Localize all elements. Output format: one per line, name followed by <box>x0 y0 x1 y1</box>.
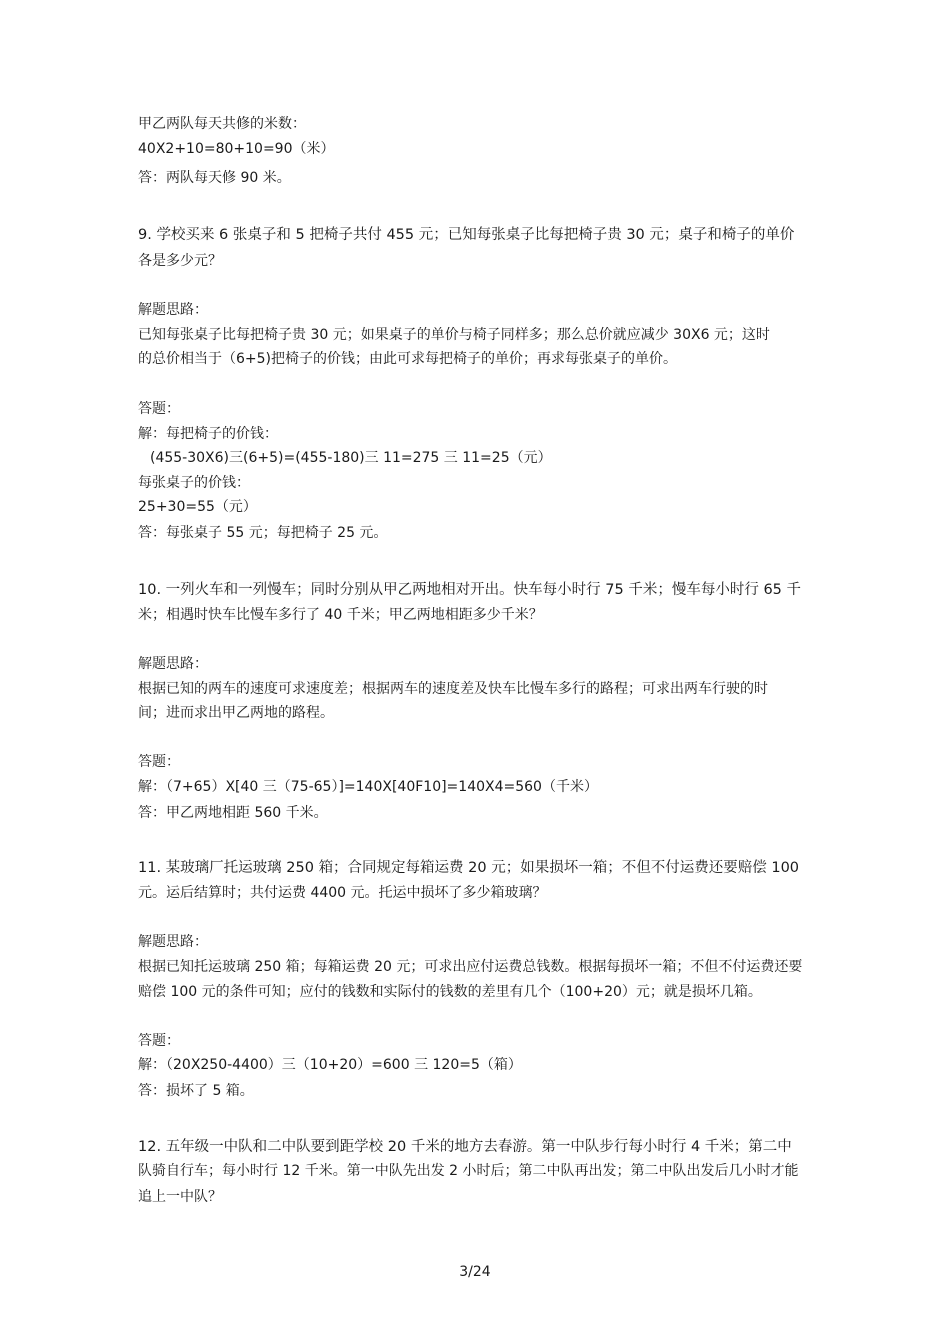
q9-approach-line1: 已知每张桌子比每把椅子贵 30 元；如果桌子的单价与椅子同样多；那么总价就应减少 30X6 元；这时 <box>138 327 770 343</box>
q10-approach-line1: 根据已知的两车的速度可求速度差；根据两车的速度差及快车比慢车多行的路程；可求出两车行驶的时 <box>138 681 768 697</box>
q10-approach-line2: 间；进而求出甲乙两地的路程。 <box>138 705 334 721</box>
q9-text-line2: 各是多少元？ <box>138 253 222 269</box>
q9-solution-line4: 25+30=55（元） <box>138 499 257 515</box>
q11-text-line2: 元。运后结算时；共付运费 4400 元。托运中损坏了多少箱玻璃？ <box>138 885 547 901</box>
q9-solution-line2: (455-30X6)三(6+5)=(455-180)三 11=275 三 11=25（元） <box>150 450 552 466</box>
q11-answer-label: 答题： <box>138 1033 180 1049</box>
q11-approach-line2: 赔偿 100 元的条件可知；应付的钱数和实际付的钱数的差里有几个（100+20）元；就是损坏几箱。 <box>138 984 762 1000</box>
q11-solution-line1: 解：（20X250-4400）三（10+20）=600 三 120=5（箱） <box>138 1057 522 1073</box>
q11-text-line1: 11. 某玻璃厂托运玻璃 250 箱；合同规定每箱运费 20 元；如果损坏一箱；不但不付运费还要赔偿 100 <box>138 860 800 876</box>
q12-text-line3: 追上一中队？ <box>138 1189 222 1205</box>
intro-calc: 40X2+10=80+10=90（米） <box>138 141 335 157</box>
intro-answer: 答：两队每天修 90 米。 <box>138 170 291 186</box>
q9-solution-line3: 每张桌子的价钱： <box>138 475 250 491</box>
q9-text-line1: 9. 学校买来 6 张桌子和 5 把椅子共付 455 元；已知每张桌子比每把椅子贵 30 元；桌子和椅子的单价 <box>138 227 795 243</box>
q10-solution-line1: 解：（7+65）X[40 三（75-65）]=140X[40F10]=140X4=560（千米） <box>138 779 598 795</box>
q9-solution-line1: 解：每把椅子的价钱： <box>138 426 278 442</box>
q10-text-line2: 米；相遇时快车比慢车多行了 40 千米；甲乙两地相距多少千米？ <box>138 607 543 623</box>
q10-answer-label: 答题： <box>138 754 180 770</box>
q9-approach-line2: 的总价相当于（6+5)把椅子的价钱；由此可求每把椅子的单价；再求每张桌子的单价。 <box>138 351 678 367</box>
q12-text-line1: 12. 五年级一中队和二中队要到距学校 20 千米的地方去春游。第一中队步行每小时行 4 千米；第二中 <box>138 1139 792 1155</box>
q9-answer-label: 答题： <box>138 401 180 417</box>
q11-final-answer: 答：损坏了 5 箱。 <box>138 1083 254 1099</box>
q10-approach-label: 解题思路： <box>138 656 208 672</box>
intro-heading: 甲乙两队每天共修的米数： <box>138 116 306 132</box>
q10-final-answer: 答：甲乙两地相距 560 千米。 <box>138 805 328 821</box>
q12-text-line2: 队骑自行车；每小时行 12 千米。第一中队先出发 2 小时后；第二中队再出发；第二中队出发后几小时才能 <box>138 1163 799 1179</box>
q9-final-answer: 答：每张桌子 55 元；每把椅子 25 元。 <box>138 525 388 541</box>
q11-approach-label: 解题思路： <box>138 934 208 950</box>
q9-approach-label: 解题思路： <box>138 302 208 318</box>
q11-approach-line1: 根据已知托运玻璃 250 箱；每箱运费 20 元；可求出应付运费总钱数。根据每损坏一箱；不但不付运费还要 <box>138 959 803 975</box>
q10-text-line1: 10. 一列火车和一列慢车；同时分别从甲乙两地相对开出。快车每小时行 75 千米；慢车每小时行 65 千 <box>138 582 802 598</box>
page-number: 3/24 <box>459 1264 491 1280</box>
